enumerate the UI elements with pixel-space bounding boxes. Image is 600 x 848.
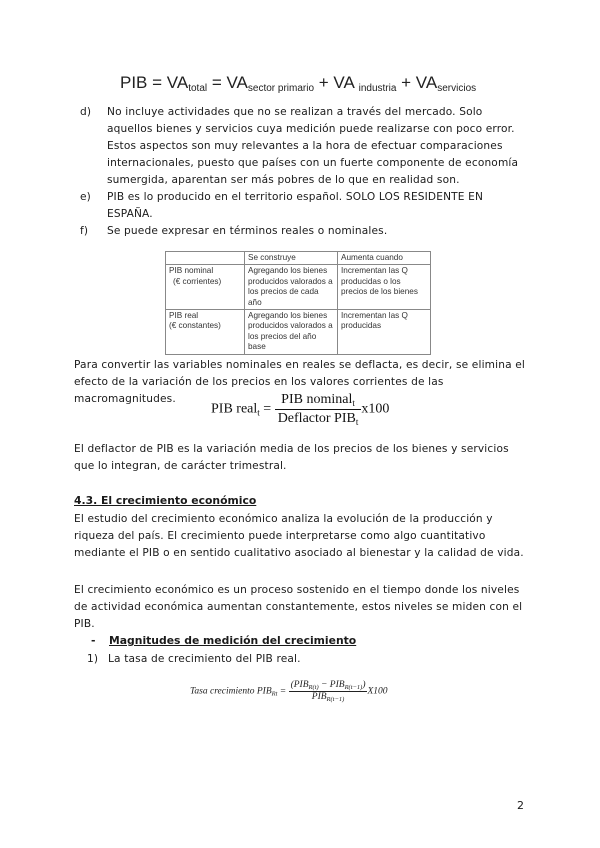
page-number: 2 xyxy=(517,799,524,812)
pib-comparison-table xyxy=(165,251,431,355)
section-heading: 4.3. El crecimiento económico xyxy=(74,494,257,507)
formula-growth-rate: Tasa crecimiento $PIB_{Rt}$ = $\frac{(PIB_{R(t)} - PIB_{R(t-1)})}{PIB_{R(t-1)}}$ X100 xyxy=(190,680,388,703)
list-item-text: No incluye actividades que no se realizan a través del mercado. Solo aquellos bienes y servicios cuya medición puede realizarse con poco error. Estos aspectos son muy relevantes a la hora de efectuar comparaciones internacionales, puesto que países con un fuerte componente de economía sumergida, aparentan ser más pobres de lo que en realidad son. xyxy=(107,106,519,186)
table-header-cell: Se construye xyxy=(245,252,338,265)
table-cell: Agregando los bienes producidos valorados a los precios del año base xyxy=(245,310,338,355)
table-row xyxy=(166,265,431,310)
paragraph-growth-2: El crecimiento económico es un proceso sostenido en el tiempo donde los niveles de actividad económica aumentan constantemente, estos niveles se miden con el PIB. xyxy=(74,584,523,630)
numbered-marker: 1) xyxy=(87,653,99,665)
list-item-text: PIB es lo producido en el territorio español. SOLO LOS RESIDENTE EN ESPAÑA. xyxy=(107,191,484,220)
table-header-row xyxy=(166,252,431,265)
fraction: $\frac{PIB nominal_t}{Deflactor PIB_t}$ xyxy=(275,392,362,427)
table-cell: Incrementan las Q producidas xyxy=(338,310,431,355)
list-item xyxy=(80,189,530,223)
paragraph-deflator: El deflactor de PIB es la variación media de los precios de los bienes y servicios que lo integran, de carácter trimestral. xyxy=(74,443,509,472)
table-header-cell xyxy=(166,252,245,265)
paragraph-growth-1: El estudio del crecimiento económico analiza la evolución de la producción y riqueza del país. El crecimiento puede interpretarse como algo cuantitativo mediante el PIB o en sentido cualitativo asociado al bienestar y la calidad de vida. xyxy=(74,513,524,559)
numbered-item: 1) La tasa de crecimiento del PIB real. xyxy=(87,651,301,668)
formula-pib-real: PIB real$_t$ = $\frac{PIB nominal_t}{Deflactor PIB_t}$ x100 xyxy=(211,392,390,427)
list-item xyxy=(80,223,530,240)
bullet-heading: - Magnitudes de medición del crecimiento xyxy=(91,634,357,647)
list-marker: d) xyxy=(80,106,92,118)
bullet-marker: - xyxy=(91,634,96,647)
table-cell: Agregando los bienes producidos valorados a los precios de cada año xyxy=(245,265,338,310)
table-header-cell: Aumenta cuando xyxy=(338,252,431,265)
table-cell: PIB nominal (€ corrientes) xyxy=(166,265,245,310)
table-row xyxy=(166,310,431,355)
paragraph-deflate: Para convertir las variables nominales en reales se deflacta, es decir, se elimina el efecto de la variación de los precios en los valores corrientes de las macromagnitudes. xyxy=(74,359,526,405)
formula-pib-sum: PIB = $VA_{total} = VA_{sector primario}$ + VA $_{industria} + VA_{servicios}$ xyxy=(120,73,477,94)
lettered-list xyxy=(80,104,530,240)
table-cell: Incrementan las Q producidas o los precios de los bienes xyxy=(338,265,431,310)
list-item-text: Se puede expresar en términos reales o nominales. xyxy=(107,225,388,237)
list-marker: e) xyxy=(80,191,91,203)
table-cell: PIB real (€ constantes) xyxy=(166,310,245,355)
list-marker: f) xyxy=(80,225,89,237)
fraction: $\frac{(PIB_{R(t)} - PIB_{R(t-1)})}{PIB_{R(t-1)}}$ xyxy=(290,680,366,703)
list-item xyxy=(80,104,530,189)
